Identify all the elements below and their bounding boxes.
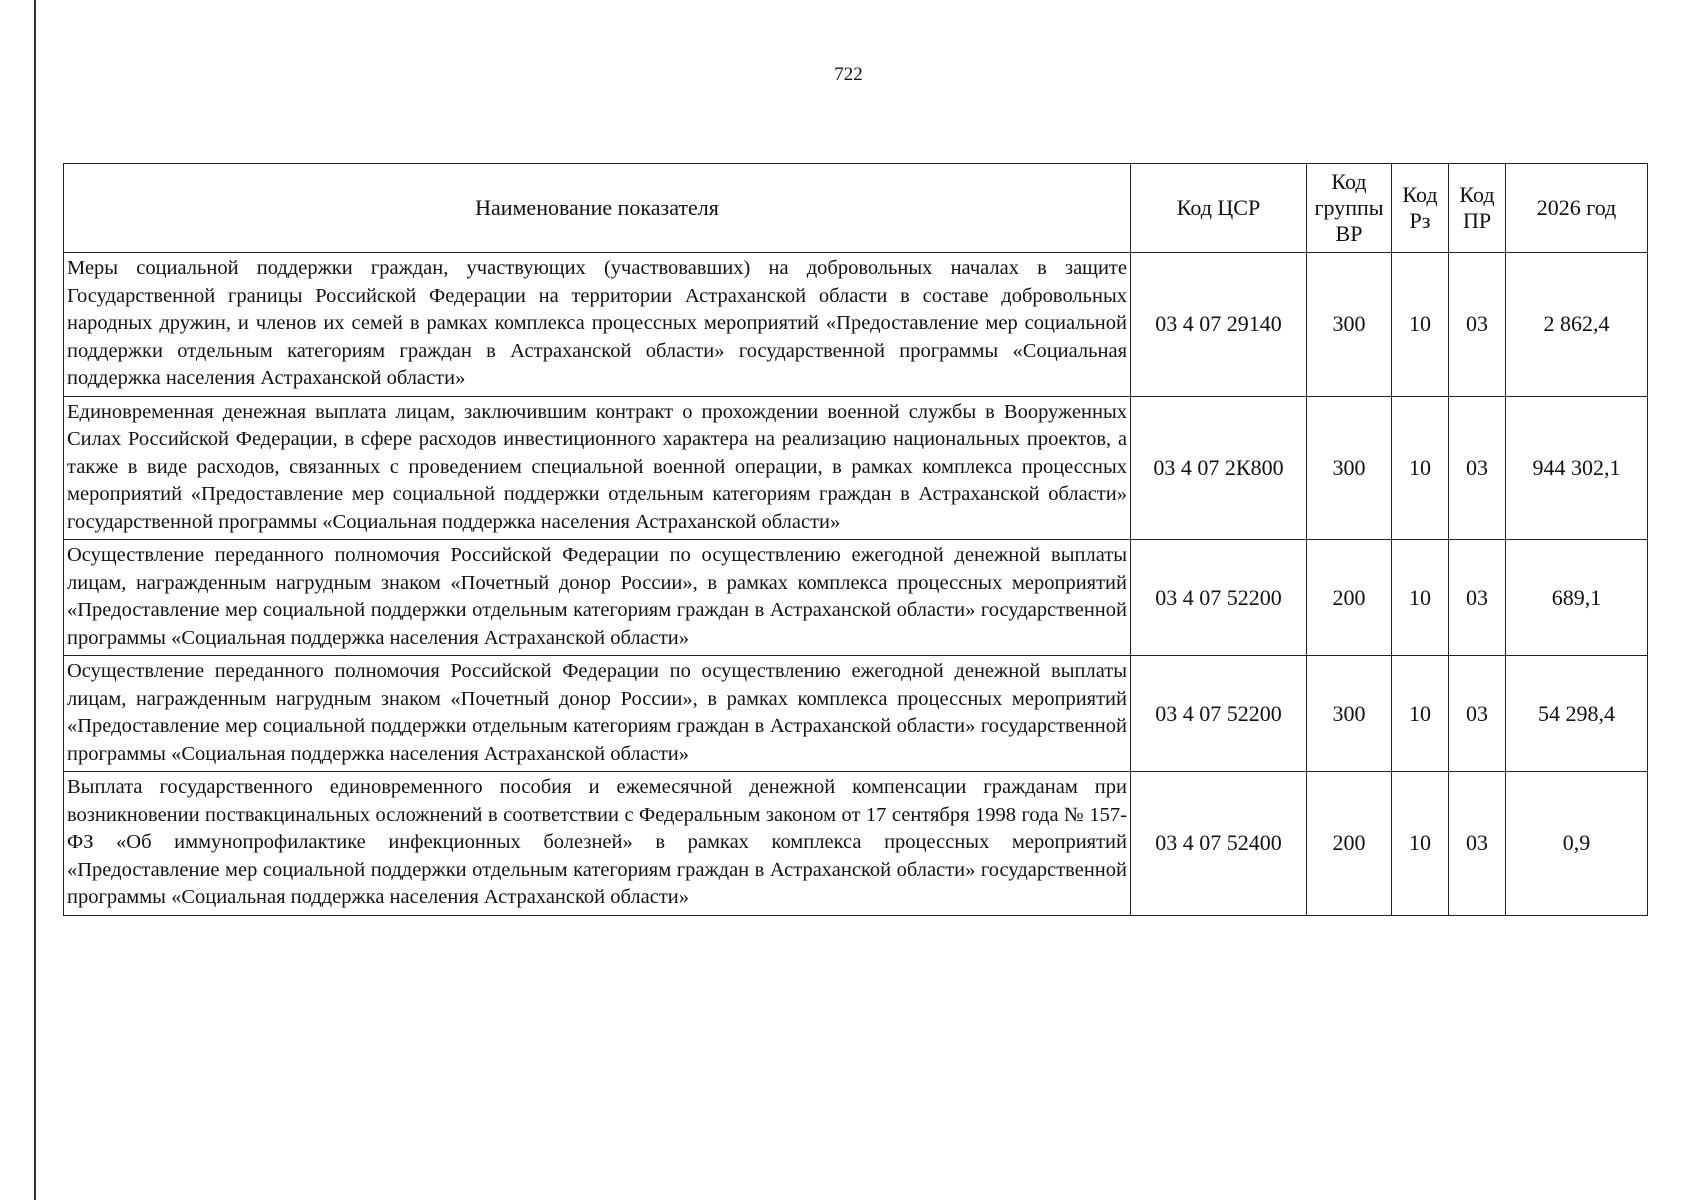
budget-table <box>63 163 1648 916</box>
cell-indicator-name: Выплата государственного единовременного пособия и ежемесячной денежной компенсации гражданам при возникновении поствакцинальных осложнений в соответствии с Федеральным законом от 17 сентября 1998 года № 157-ФЗ «Об иммунопрофилактике инфекционных болезней» в рамках комплекса процессных мероприятий «Предоставление мер социальной поддержки отдельным категориям граждан в Астраханской области» государственной программы «Социальная поддержка населения Астраханской области» <box>64 772 1131 916</box>
cell-indicator-name: Меры социальной поддержки граждан, участвующих (участвовавших) на добровольных началах в защите Государственной границы Российской Федерации на территории Астраханской области в составе добровольных народных дружин, и членов их семей в рамках комплекса процессных мероприятий «Предоставление мер социальной поддержки отдельным категориям граждан в Астраханской области» государственной программы «Социальная поддержка населения Астраханской области» <box>64 253 1131 397</box>
cell-vr-group-code: 200 <box>1307 540 1392 656</box>
cell-csr-code: 03 4 07 29140 <box>1131 253 1307 397</box>
header-indicator-name: Наименование показателя <box>64 164 1131 253</box>
cell-indicator-name: Единовременная денежная выплата лицам, заключившим контракт о прохождении военной службы в Вооруженных Силах Российской Федерации, в сфере расходов инвестиционного характера на реализацию национальных проектов, а также в виде расходов, связанных с проведением специальной военной операции, в рамках комплекса процессных мероприятий «Предоставление мер социальной поддержки отдельным категориям граждан в Астраханской области» государственной программы «Социальная поддержка населения Астраханской области» <box>64 396 1131 540</box>
table-row <box>64 253 1648 397</box>
header-vr-group-code: Код группы ВР <box>1307 164 1392 253</box>
binding-margin-line <box>34 0 36 1200</box>
cell-rz-code: 10 <box>1392 656 1449 772</box>
cell-csr-code: 03 4 07 52200 <box>1131 656 1307 772</box>
cell-vr-group-code: 300 <box>1307 253 1392 397</box>
cell-amount-2026: 54 298,4 <box>1506 656 1648 772</box>
table-header-row <box>64 164 1648 253</box>
table-row <box>64 772 1648 916</box>
table-row <box>64 396 1648 540</box>
cell-amount-2026: 2 862,4 <box>1506 253 1648 397</box>
cell-csr-code: 03 4 07 2К800 <box>1131 396 1307 540</box>
cell-rz-code: 10 <box>1392 540 1449 656</box>
cell-csr-code: 03 4 07 52200 <box>1131 540 1307 656</box>
cell-amount-2026: 944 302,1 <box>1506 396 1648 540</box>
header-year-2026: 2026 год <box>1506 164 1648 253</box>
cell-indicator-name: Осуществление переданного полномочия Российской Федерации по осуществлению ежегодной денежной выплаты лицам, награжденным нагрудным знаком «Почетный донор России», в рамках комплекса процессных мероприятий «Предоставление мер социальной поддержки отдельным категориям граждан в Астраханской области» государственной программы «Социальная поддержка населения Астраханской области» <box>64 540 1131 656</box>
cell-amount-2026: 0,9 <box>1506 772 1648 916</box>
cell-pr-code: 03 <box>1449 253 1506 397</box>
cell-vr-group-code: 300 <box>1307 396 1392 540</box>
cell-rz-code: 10 <box>1392 772 1449 916</box>
header-pr-code: Код ПР <box>1449 164 1506 253</box>
cell-vr-group-code: 200 <box>1307 772 1392 916</box>
cell-pr-code: 03 <box>1449 656 1506 772</box>
page-number: 722 <box>834 64 863 85</box>
header-csr-code: Код ЦСР <box>1131 164 1307 253</box>
cell-pr-code: 03 <box>1449 772 1506 916</box>
cell-rz-code: 10 <box>1392 396 1449 540</box>
cell-pr-code: 03 <box>1449 540 1506 656</box>
cell-indicator-name: Осуществление переданного полномочия Российской Федерации по осуществлению ежегодной денежной выплаты лицам, награжденным нагрудным знаком «Почетный донор России», в рамках комплекса процессных мероприятий «Предоставление мер социальной поддержки отдельным категориям граждан в Астраханской области» государственной программы «Социальная поддержка населения Астраханской области» <box>64 656 1131 772</box>
cell-vr-group-code: 300 <box>1307 656 1392 772</box>
cell-amount-2026: 689,1 <box>1506 540 1648 656</box>
cell-rz-code: 10 <box>1392 253 1449 397</box>
table-row <box>64 540 1648 656</box>
cell-pr-code: 03 <box>1449 396 1506 540</box>
header-rz-code: Код Рз <box>1392 164 1449 253</box>
cell-csr-code: 03 4 07 52400 <box>1131 772 1307 916</box>
table-row <box>64 656 1648 772</box>
